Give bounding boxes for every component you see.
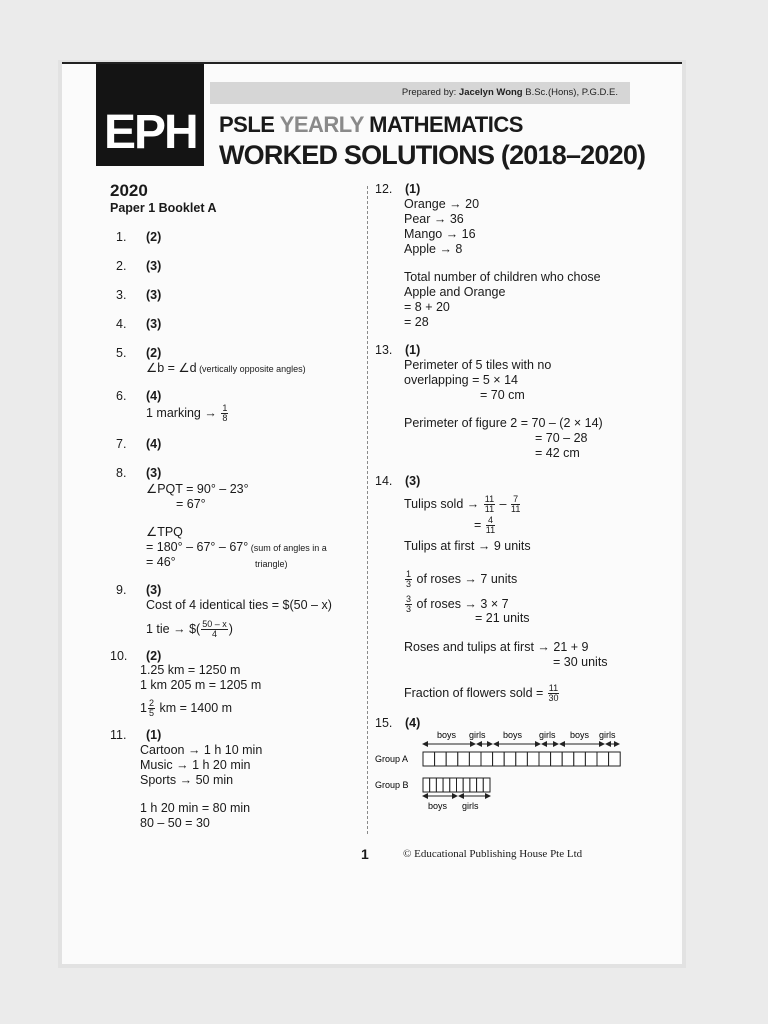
copyright: © Educational Publishing House Pte Ltd [403, 848, 583, 860]
fraction: $\frac{11}{11}$ [484, 494, 495, 514]
q12-line7: = 8 + 20 [404, 300, 450, 314]
bar-unit [516, 752, 528, 766]
bar-unit [562, 752, 574, 766]
q8-line1: ∠PQT = 90° – 23° [146, 482, 249, 496]
bar-unit [477, 778, 484, 792]
q8-line2: = 67° [176, 497, 206, 511]
bar-unit [443, 778, 450, 792]
bar-unit [574, 752, 586, 766]
q13-line4: Perimeter of figure 2 = 70 – (2 × 14) [404, 416, 603, 430]
q11-line1: Cartoon → 1 h 10 min [140, 743, 263, 757]
bar-unit [423, 752, 435, 766]
q14-line3: Tulips at first → 9 units [404, 539, 531, 553]
q14-line7: Roses and tulips at first → 21 + 9 [404, 640, 589, 654]
q12-line3: Mango → 16 [404, 227, 476, 241]
fraction: $\frac{3}{3}$ [406, 594, 412, 614]
q13-line6: = 42 cm [535, 446, 580, 460]
q5-line1: ∠b = ∠d (vertically opposite angles) [146, 361, 306, 375]
author-qualifications: B.Sc.(Hons), P.G.D.E. [522, 87, 618, 98]
q14-line4: $\frac{1}{3}$ of roses → 7 units [406, 569, 518, 589]
page-title: PSLE YEARLY MATHEMATICS [219, 112, 523, 137]
q9-line2: 1 tie → $( $\frac{50 - x}{4}$ ) [146, 619, 233, 639]
page-subtitle: WORKED SOLUTIONS (2018–2020) [219, 140, 646, 170]
bar-unit [430, 778, 437, 792]
bar-unit [609, 752, 621, 766]
bar-unit [435, 752, 447, 766]
q14-line9: Fraction of flowers sold = $\frac{11}{30}$ [404, 683, 559, 703]
prepared-prefix: Prepared by: [401, 87, 459, 98]
q12-line8: = 28 [404, 315, 429, 329]
label-boys-b: boys [428, 801, 448, 811]
label-girls-1: girls [469, 730, 486, 740]
q14-line6: = 21 units [475, 611, 530, 625]
label-boys-3: boys [570, 730, 590, 740]
fraction: $\frac{50 - x}{4}$ [202, 619, 227, 639]
year-heading: 2020 [110, 181, 148, 200]
author-name: Jacelyn Wong [458, 87, 523, 98]
bar-unit [551, 752, 563, 766]
paper-heading: Paper 1 Booklet A [110, 201, 217, 215]
bar-unit [493, 752, 505, 766]
bars [423, 752, 620, 792]
q12-line4: Apple → 8 [404, 242, 463, 256]
q14-line5: $\frac{3}{3}$ of roses → 3 × 7 [406, 594, 509, 614]
label-boys-2: boys [503, 730, 523, 740]
bar-unit [463, 778, 470, 792]
q11-line4: 1 h 20 min = 80 min [140, 801, 251, 815]
q11-line5: 80 – 50 = 30 [140, 816, 210, 830]
q10-line2: 1 km 205 m = 1205 m [140, 678, 262, 692]
q13-line2: overlapping = 5 × 14 [404, 373, 518, 387]
fraction: $\frac{1}{8}$ [222, 403, 228, 423]
bar-unit [457, 778, 464, 792]
group-b-label: Group B [375, 780, 409, 790]
q8-line5: = 46° [146, 555, 176, 569]
logo-text: EPH [104, 106, 197, 159]
fraction: $\frac{11}{30}$ [548, 683, 559, 703]
column-divider [367, 186, 368, 834]
bar-unit [436, 778, 443, 792]
q14-line2: = $\frac{4}{11}$ [474, 515, 496, 535]
bar-unit [504, 752, 516, 766]
q11-line3: Sports → 50 min [140, 773, 234, 787]
label-boys-1: boys [437, 730, 457, 740]
q8-line5-note: triangle) [255, 559, 288, 569]
q12-line6: Apple and Orange [404, 285, 506, 299]
bar-unit [446, 752, 458, 766]
bar-unit [458, 752, 470, 766]
bar-unit [585, 752, 597, 766]
q9-line1: Cost of 4 identical ties = $(50 – x) [146, 598, 332, 612]
eph-logo [96, 64, 204, 166]
bar-unit [423, 778, 430, 792]
bar-unit [470, 778, 477, 792]
q13-line3: = 70 cm [480, 388, 525, 402]
fraction: $\frac{2}{5}$ [148, 698, 154, 718]
bar-unit [483, 778, 490, 792]
q10-line3: 1 $\frac{2}{5}$ km = 1400 m [140, 698, 233, 718]
bar-unit [527, 752, 539, 766]
bar-unit [481, 752, 493, 766]
bar-model-diagram [372, 726, 628, 816]
fraction: $\frac{7}{11}$ [510, 494, 521, 514]
q13-line5: = 70 – 28 [535, 431, 588, 445]
q8-line3: ∠TPQ [146, 525, 183, 539]
fraction: $\frac{4}{11}$ [485, 515, 496, 535]
group-a-label: Group A [375, 754, 409, 764]
label-girls-3: girls [599, 730, 616, 740]
q8-line4: = 180° – 67° – 67° (sum of angles in a [146, 540, 327, 554]
fraction: $\frac{1}{3}$ [406, 569, 412, 589]
q12-line1: Orange → 20 [404, 197, 480, 211]
q12-line5: Total number of children who chose [404, 270, 601, 284]
q6-line1: 1 marking → $\frac{1}{8}$ [146, 403, 228, 423]
page-number: 1 [361, 846, 369, 862]
q13-line1: Perimeter of 5 tiles with no [404, 358, 552, 372]
bar-unit [597, 752, 609, 766]
label-girls-b: girls [462, 801, 479, 811]
q12-line2: Pear → 36 [404, 212, 464, 226]
bar-unit [469, 752, 481, 766]
prepared-by-bar [210, 82, 630, 104]
q14-line1: Tulips sold → $\frac{11}{11}$ – $\frac{7}{11}$ [404, 494, 521, 514]
q10-line1: 1.25 km = 1250 m [140, 663, 241, 677]
q14-line8: = 30 units [553, 655, 608, 669]
bar-unit [450, 778, 457, 792]
q11-line2: Music → 1 h 20 min [140, 758, 251, 772]
label-girls-2: girls [539, 730, 556, 740]
bar-unit [539, 752, 551, 766]
